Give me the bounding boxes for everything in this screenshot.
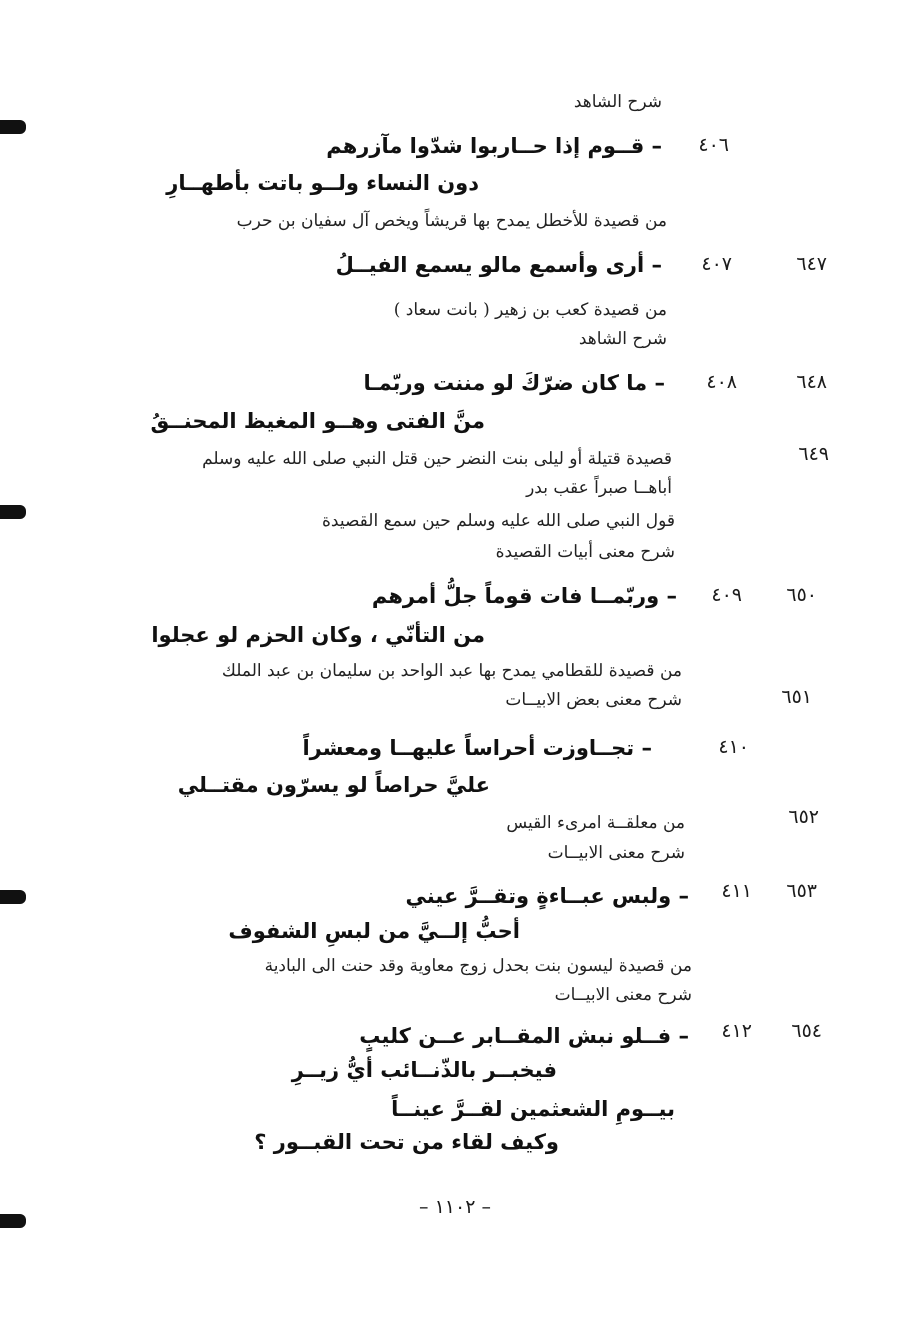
entry-number: ٤١١ [721,880,752,902]
source-note: من قصيدة للقطامي يمدح بها عبد الواحد بن سليمان بن عبد الملك [221,661,682,681]
source-note: أباهــا صبراً عقب بدر [526,478,672,498]
margin-mark [0,1214,26,1228]
page-ref: ٦٥٠ [786,584,817,606]
page-ref: ٦٥٢ [788,806,819,828]
verse-line: – وربّمــا فات قوماً جلُّ أمرهم [371,584,677,608]
source-note: شرح معنى أبيات القصيدة [495,542,675,562]
source-note: من قصيدة ليسون بنت بحدل زوج معاوية وقد حنت الى البادية [264,956,692,976]
verse-line: – قــوم إذا حــاربوا شدّوا مآزرهم [326,134,662,158]
verse-line: – ما كان ضرّكَ لو مننت وربّمـا [363,371,665,395]
page-ref: ٦٤٨ [796,371,827,393]
entry-number: ٤٠٨ [706,371,737,393]
verse-line: عليَّ حراصاً لو يسرّون مقتــلي [177,773,490,797]
verse-line: منَّ الفتى وهــو المغيظ المحنــقُ [150,409,485,433]
verse-line: – تجــاوزت أحراساً عليهــا ومعشراً [302,736,652,760]
verse-line: فيخبــر بالذّنــائب أيُّ زيــرِ [291,1058,557,1082]
verse-line: دون النساء ولــو باتت بأطهــارِ [166,171,479,195]
source-note: من قصيدة للأخطل يمدح بها قريشاً ويخص آل سفيان بن حرب [236,211,667,231]
verse-line: من التأنّي ، وكان الحزم لو عجلوا [151,623,485,647]
page-ref: ٦٤٩ [798,443,829,465]
verse-line: – أرى وأسمع مالو يسمع الفيــلُ [335,253,662,277]
page-ref: ٦٤٧ [796,253,827,275]
entry-number: ٤١٠ [718,736,749,758]
sharh-heading: شرح الشاهد [578,329,667,349]
verse-line: – ولبس عبــاءةٍ وتقــرَّ عيني [405,884,689,908]
source-note: من معلقــة امرىء القيس [506,813,685,833]
verse-line: وكيف لقاء من تحت القبــور ؟ [254,1130,559,1154]
verse-line: – فــلو نبش المقــابر عــن كليبٍ [359,1024,689,1048]
page-ref: ٦٥٤ [791,1020,822,1042]
source-note: قصيدة قتيلة أو ليلى بنت النضر حين قتل النبي صلى الله عليه وسلم [202,449,672,469]
source-note: من قصيدة كعب بن زهير ( بانت سعاد ) [393,300,667,320]
entry-number: ٤١٢ [721,1020,752,1042]
entry-number: ٤٠٧ [701,253,732,275]
sharh-heading: شرح معنى الابيــات [554,985,692,1005]
margin-mark [0,505,26,519]
verse-line: بيــومِ الشعثمين لقــرَّ عينــاً [391,1097,675,1121]
margin-mark [0,120,26,134]
sharh-heading: شرح معنى الابيــات [547,843,685,863]
entry-number: ٤٠٩ [711,584,742,606]
page-ref: ٦٥١ [781,686,812,708]
verse-line: أحبُّ إلــيَّ من لبسِ الشفوف [228,919,520,943]
sharh-heading: شرح معنى بعض الابيــات [505,690,682,710]
margin-mark [0,890,26,904]
page-ref: ٦٥٣ [786,880,817,902]
page-number: – ١١٠٢ – [419,1196,491,1218]
sharh-heading: شرح الشاهد [573,92,662,112]
entry-number: ٤٠٦ [698,134,729,156]
source-note: قول النبي صلى الله عليه وسلم حين سمع القصيدة [321,511,675,531]
